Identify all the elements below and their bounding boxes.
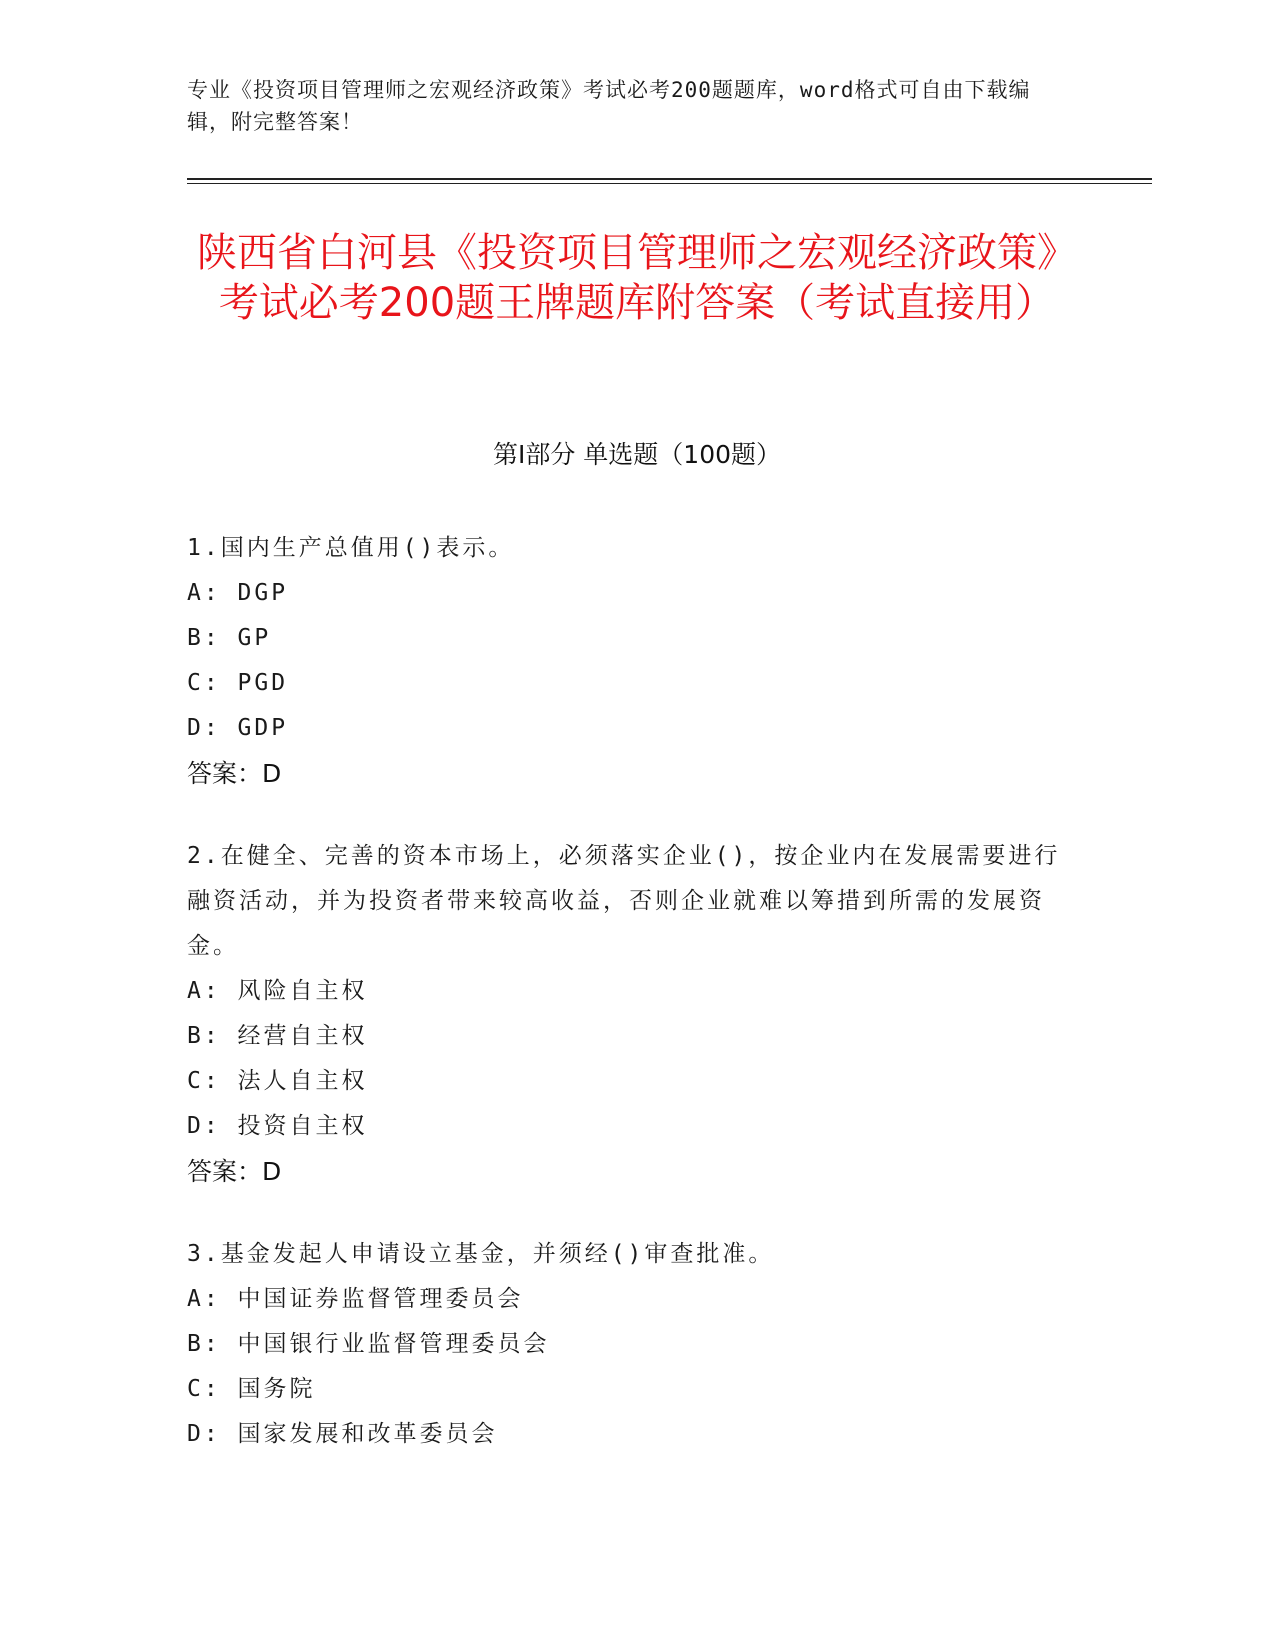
- document-title: 陕西省白河县《投资项目管理师之宏观经济政策》考试必考200题王牌题库附答案（考试直接用）: [197, 230, 1077, 326]
- question-list: [187, 526, 1067, 1495]
- answer: 答案：D: [187, 759, 282, 788]
- header-rule-thick: [187, 178, 1152, 180]
- option-a: A: DGP: [187, 580, 289, 606]
- option-c: C: 国务院: [187, 1376, 316, 1402]
- question-stem: 3.基金发起人申请设立基金，并须经()审查批准。: [187, 1241, 775, 1267]
- option-d: D: 投资自主权: [187, 1113, 368, 1139]
- section-heading: 第Ⅰ部分 单选题（100题）: [492, 440, 782, 469]
- option-b: B: 中国银行业监督管理委员会: [187, 1331, 550, 1357]
- question-1: [187, 526, 1067, 796]
- option-c: C: 法人自主权: [187, 1068, 368, 1094]
- option-b: B: 经营自主权: [187, 1023, 368, 1049]
- answer: 答案：D: [187, 1157, 282, 1186]
- question-stem: 2.在健全、完善的资本市场上，必须落实企业()，按企业内在发展需要进行融资活动，并为投资者带来较高收益，否则企业就难以筹措到所需的发展资金。: [187, 843, 1061, 959]
- option-d: D: GDP: [187, 715, 289, 741]
- option-d: D: 国家发展和改革委员会: [187, 1421, 498, 1447]
- header-note: 专业《投资项目管理师之宏观经济政策》考试必考200题题库，word格式可自由下载编辑，附完整答案！: [187, 78, 1031, 134]
- option-a: A: 中国证券监督管理委员会: [187, 1286, 524, 1312]
- header-rule-thin: [187, 183, 1152, 184]
- option-b: B: GP: [187, 625, 272, 651]
- option-c: C: PGD: [187, 670, 289, 696]
- question-3: [187, 1232, 1067, 1457]
- option-a: A: 风险自主权: [187, 978, 368, 1004]
- question-stem: 1.国内生产总值用()表示。: [187, 535, 515, 561]
- question-2: [187, 834, 1067, 1194]
